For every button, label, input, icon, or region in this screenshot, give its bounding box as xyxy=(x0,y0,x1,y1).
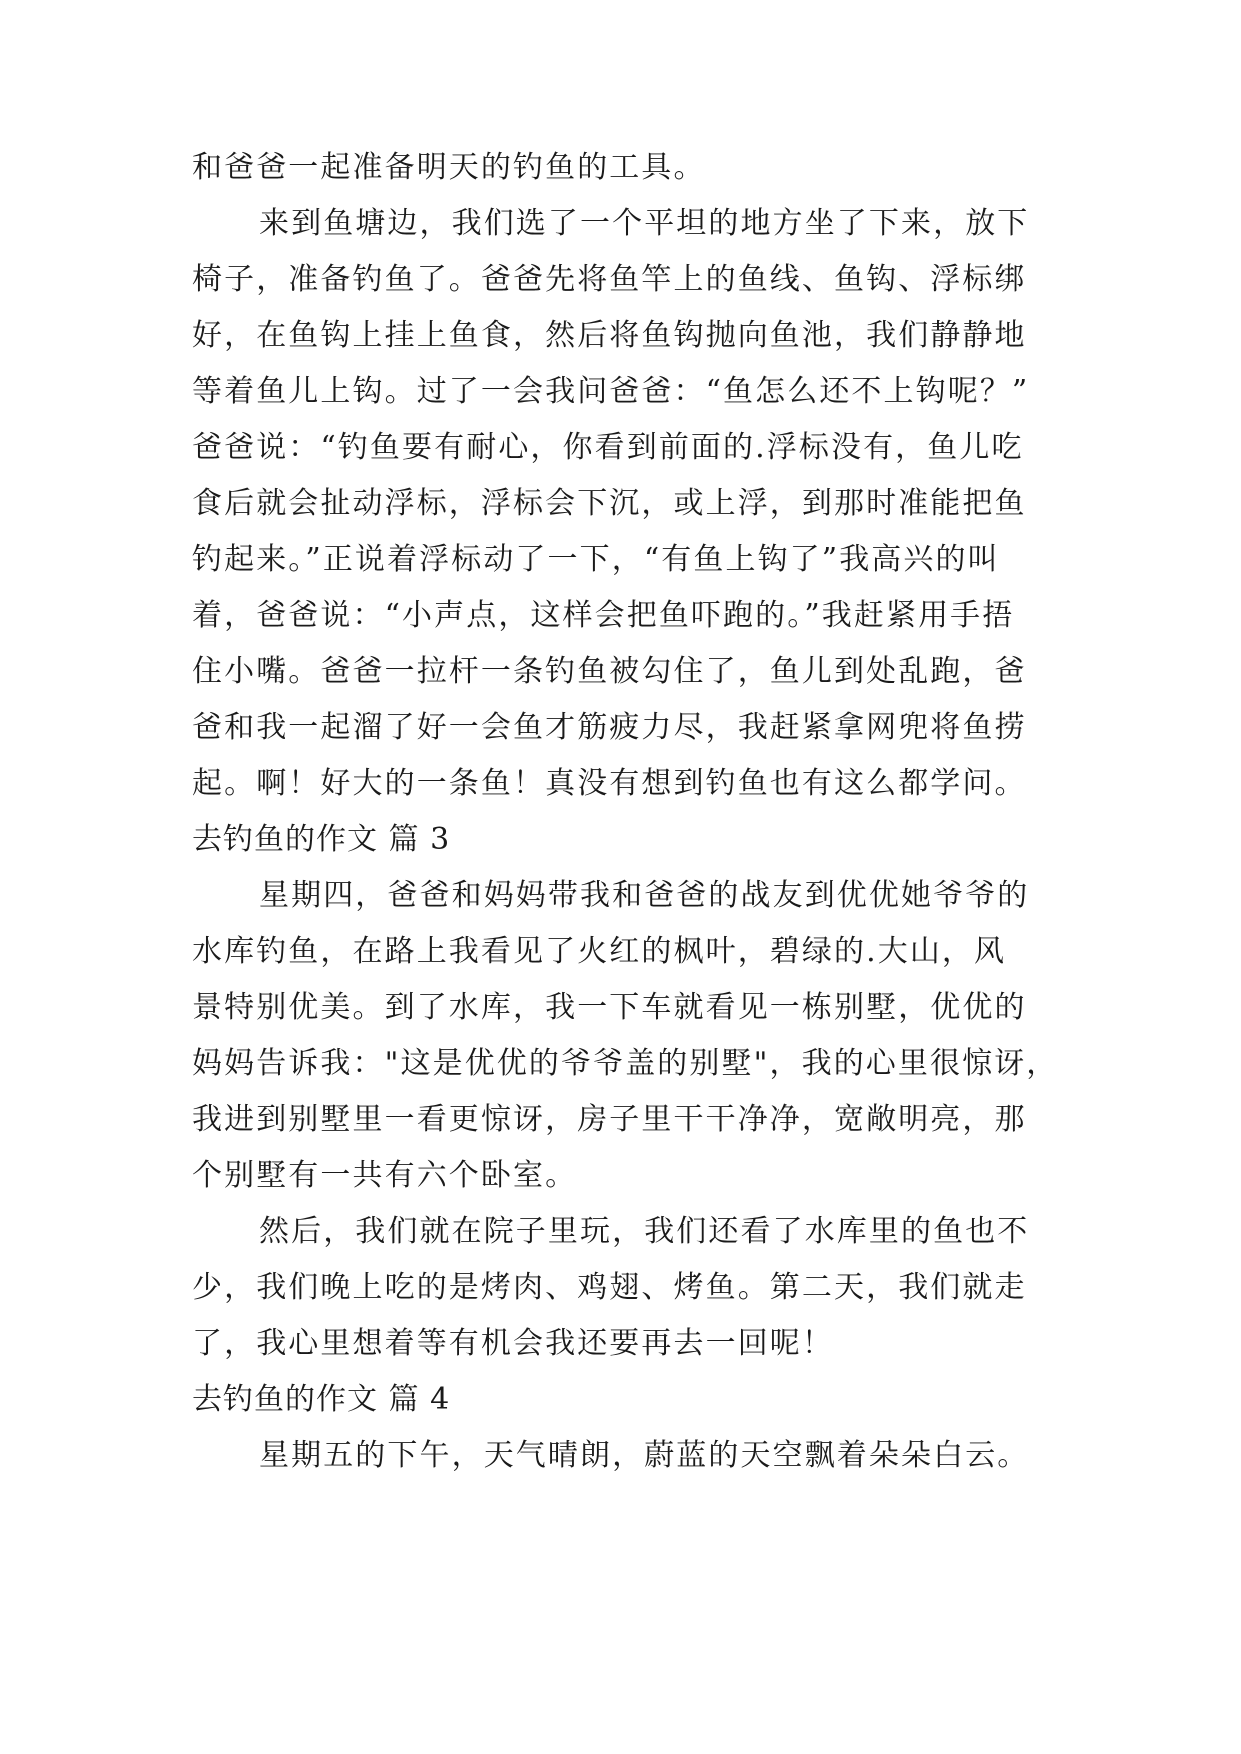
paragraph-line: 星期四，爸爸和妈妈带我和爸爸的战友到优优她爷爷的 xyxy=(259,878,1030,913)
paragraph-line: 爸爸说：“钓鱼要有耐心，你看到前面的.浮标没有，鱼儿吃 xyxy=(192,430,1024,465)
paragraph-line: 少，我们晚上吃的是烤肉、鸡翅、烤鱼。第二天，我们就走 xyxy=(192,1270,1027,1305)
paragraph-line: 住小嘴。爸爸一拉杆一条钓鱼被勾住了，鱼儿到处乱跑，爸 xyxy=(192,654,1027,689)
paragraph-line: 等着鱼儿上钩。过了一会我问爸爸：“鱼怎么还不上钩呢？” xyxy=(192,374,1030,409)
paragraph-line: 着，爸爸说：“小声点，这样会把鱼吓跑的。”我赶紧用手捂 xyxy=(192,598,1015,633)
paragraph-line: 椅子，准备钓鱼了。爸爸先将鱼竿上的鱼线、鱼钩、浮标绑 xyxy=(192,262,1027,297)
paragraph-line: 个别墅有一共有六个卧室。 xyxy=(192,1158,578,1193)
paragraph-line: 食后就会扯动浮标，浮标会下沉，或上浮，到那时准能把鱼 xyxy=(192,486,1027,521)
paragraph-line: 好，在鱼钩上挂上鱼食，然后将鱼钩抛向鱼池，我们静静地 xyxy=(192,318,1027,353)
paragraph-line: 水库钓鱼，在路上我看见了火红的枫叶，碧绿的.大山，风 xyxy=(192,934,1007,969)
paragraph-line: 妈妈告诉我："这是优优的爷爷盖的别墅"，我的心里很惊讶， xyxy=(192,1046,1059,1081)
paragraph-line: 起。啊！好大的一条鱼！真没有想到钓鱼也有这么都学问。 xyxy=(192,766,1027,801)
paragraph-line: 然后，我们就在院子里玩，我们还看了水库里的鱼也不 xyxy=(259,1214,1030,1249)
section-heading: 去钓鱼的作文 篇 3 xyxy=(192,822,451,857)
paragraph-line: 爸和我一起溜了好一会鱼才筋疲力尽，我赶紧拿网兜将鱼捞 xyxy=(192,710,1027,745)
paragraph-line: 星期五的下午，天气晴朗，蔚蓝的天空飘着朵朵白云。 xyxy=(259,1438,1030,1473)
section-heading: 去钓鱼的作文 篇 4 xyxy=(192,1382,451,1417)
paragraph-line: 我进到别墅里一看更惊讶，房子里干干净净，宽敞明亮，那 xyxy=(192,1102,1027,1137)
paragraph-line: 了，我心里想着等有机会我还要再去一回呢！ xyxy=(192,1326,834,1361)
paragraph-line: 和爸爸一起准备明天的钓鱼的工具。 xyxy=(192,150,706,185)
paragraph-line: 钓起来。”正说着浮标动了一下，“有鱼上钩了”我高兴的叫 xyxy=(192,542,1000,577)
paragraph-line: 景特别优美。到了水库，我一下车就看见一栋别墅，优优的 xyxy=(192,990,1027,1025)
paragraph-line: 来到鱼塘边，我们选了一个平坦的地方坐了下来，放下 xyxy=(259,206,1030,241)
